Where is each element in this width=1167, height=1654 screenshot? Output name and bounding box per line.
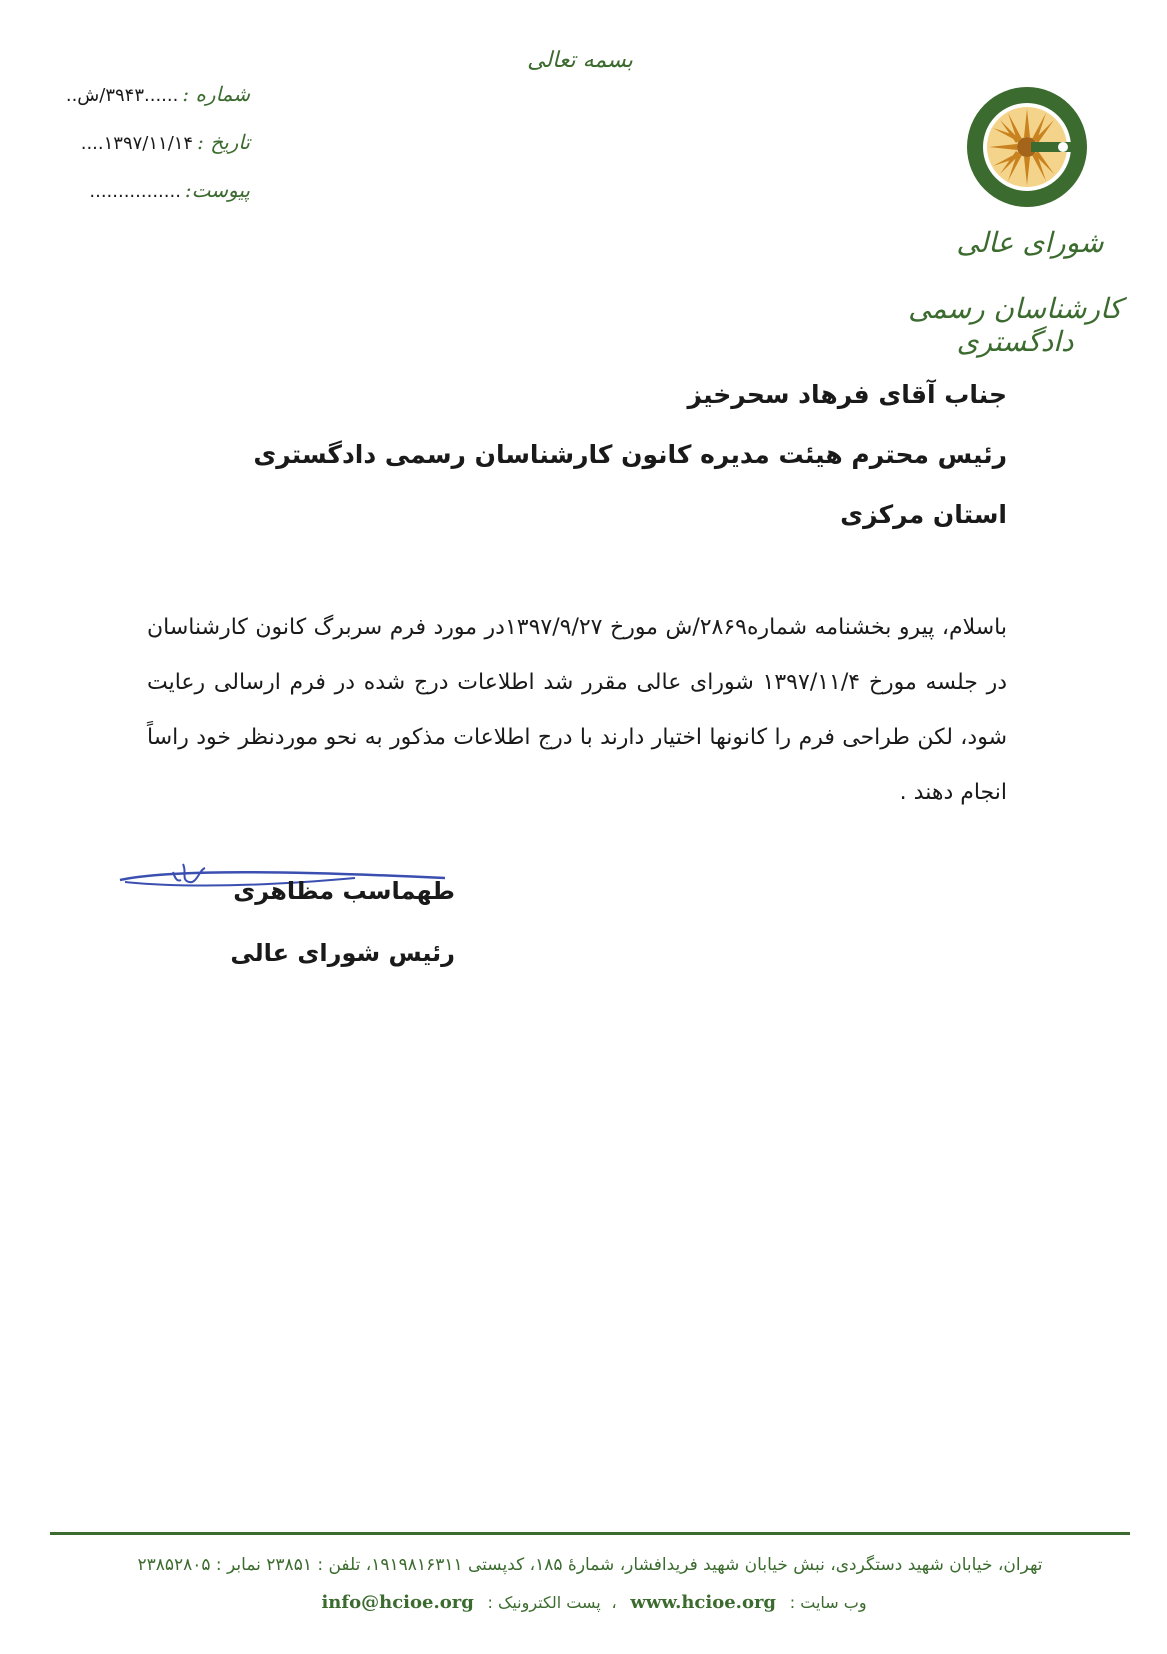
number-label: شماره : (182, 82, 250, 106)
org-name-line1: شورای عالی (956, 226, 1104, 259)
signature-block (215, 860, 455, 984)
number-value: ......۳۹۴۳/ش.. (65, 85, 179, 106)
attachment-row (40, 178, 250, 226)
signatory-title: رئیس شورای عالی (230, 939, 455, 967)
number-row (40, 82, 250, 130)
footer-divider (50, 1532, 1130, 1535)
website-label: وب سایت : (789, 1593, 867, 1612)
sun-emblem-icon (965, 85, 1089, 209)
addressee-line3: استان مرکزی (840, 500, 1007, 529)
attachment-value: ................ (89, 181, 181, 202)
footer-address: تهران، خیابان شهید دستگردی، نبش خیابان شهید فریدافشار، شمارهٔ ۱۸۵، کدپستی ۱۹۱۹۸۱۶۳۱۱، تلفن : ۲۳۸۵۱ نمابر : ۲۳۸۵۲۸۰۵ (137, 1555, 1043, 1575)
date-value: ۱۳۹۷/۱۱/۱۴.... (80, 133, 194, 154)
email-link[interactable]: info@hcioe.org (321, 1592, 474, 1613)
footer-contact: وب سایت : www.hcioe.org ، پست الکترونیک : info@hcioe.org (321, 1592, 867, 1613)
addressee-line1: جناب آقای فرهاد سحرخیز (687, 380, 1007, 409)
addressee-block (207, 365, 1007, 545)
website-link[interactable]: www.hcioe.org (630, 1592, 777, 1613)
invocation-heading: بسمه تعالی (527, 48, 633, 73)
addressee-line2: رئیس محترم هیئت مدیره کانون کارشناسان رسمی دادگستری (253, 440, 1007, 469)
date-label: تاریخ : (197, 130, 250, 154)
org-name-line2: کارشناسان رسمی دادگستری (908, 292, 1122, 358)
date-row (40, 130, 250, 178)
reference-block (40, 82, 250, 226)
attachment-label: پیوست: (184, 178, 250, 202)
letter-body: باسلام، پیرو بخشنامه شماره۲۸۶۹/ش مورخ ۱۳۹۷/۹/۲۷در مورد فرم سربرگ کانون کارشناسان در جلسه مورخ ۱۳۹۷/۱۱/۴ شورای عالی مقرر شد اطلاعات درج شده در فرم ارسالی رعایت شود، لکن طراحی فرم را کانونها اختیار دارند با درج اطلاعات مذکور به نحو موردنظر خود راساً انجام دهند . (147, 615, 1007, 805)
signatory-name: طهماسب مظاهری (233, 877, 455, 905)
email-label: پست الکترونیک : (487, 1593, 601, 1612)
